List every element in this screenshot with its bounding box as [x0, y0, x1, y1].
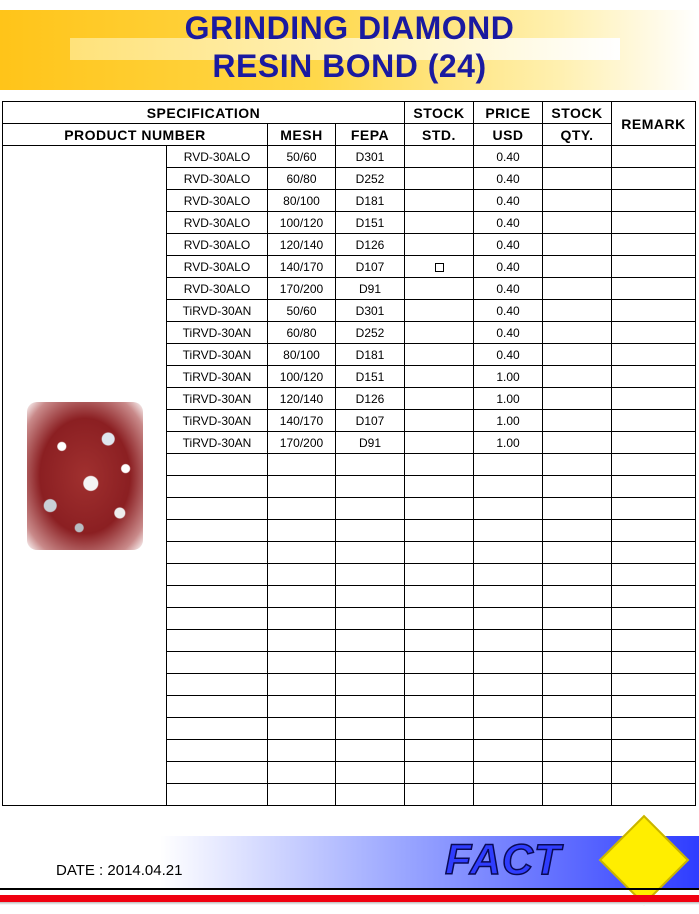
header-stock-qty-top: STOCK [543, 102, 612, 124]
cell-mesh: 120/140 [268, 234, 336, 256]
checkbox-icon [435, 263, 444, 272]
cell-mesh: 60/80 [268, 168, 336, 190]
cell-remark [612, 608, 696, 630]
cell-fepa [336, 608, 405, 630]
cell-product: RVD-30ALO [167, 256, 268, 278]
cell-product: TiRVD-30AN [167, 388, 268, 410]
cell-mesh [268, 476, 336, 498]
cell-mesh [268, 586, 336, 608]
specification-table [2, 101, 696, 806]
cell-product [167, 542, 268, 564]
cell-product [167, 520, 268, 542]
header-stock-std-top: STOCK [405, 102, 474, 124]
fact-logo: FACT [445, 836, 562, 884]
cell-stock-qty [543, 564, 612, 586]
cell-mesh [268, 762, 336, 784]
cell-stock-std [405, 630, 474, 652]
cell-product [167, 740, 268, 762]
cell-product: RVD-30ALO [167, 278, 268, 300]
cell-remark [612, 322, 696, 344]
cell-product: TiRVD-30AN [167, 410, 268, 432]
cell-price [474, 784, 543, 806]
cell-price: 1.00 [474, 388, 543, 410]
cell-product: TiRVD-30AN [167, 366, 268, 388]
cell-product: TiRVD-30AN [167, 300, 268, 322]
cell-fepa [336, 454, 405, 476]
cell-product [167, 696, 268, 718]
cell-price: 1.00 [474, 432, 543, 454]
cell-stock-std [405, 718, 474, 740]
cell-stock-std [405, 146, 474, 168]
cell-price [474, 564, 543, 586]
cell-product [167, 454, 268, 476]
cell-fepa: D91 [336, 432, 405, 454]
cell-fepa: D107 [336, 256, 405, 278]
cell-price: 0.40 [474, 300, 543, 322]
cell-mesh [268, 740, 336, 762]
cell-stock-qty [543, 278, 612, 300]
cell-mesh: 50/60 [268, 300, 336, 322]
cell-price [474, 696, 543, 718]
header-stock-std-bottom: STD. [405, 124, 474, 146]
cell-stock-qty [543, 344, 612, 366]
cell-product: RVD-30ALO [167, 146, 268, 168]
cell-mesh [268, 564, 336, 586]
cell-fepa [336, 498, 405, 520]
footer-red-shadow [0, 902, 699, 905]
cell-fepa: D301 [336, 146, 405, 168]
cell-product [167, 564, 268, 586]
cell-mesh: 100/120 [268, 212, 336, 234]
yellow-diamond-icon [599, 815, 690, 906]
cell-product [167, 586, 268, 608]
header-remark: REMARK [612, 102, 696, 146]
cell-price [474, 740, 543, 762]
cell-remark [612, 652, 696, 674]
cell-product [167, 630, 268, 652]
cell-remark [612, 366, 696, 388]
cell-product: TiRVD-30AN [167, 344, 268, 366]
cell-price: 0.40 [474, 168, 543, 190]
cell-fepa [336, 476, 405, 498]
cell-stock-qty [543, 498, 612, 520]
header-mesh: MESH [268, 124, 336, 146]
cell-fepa: D151 [336, 212, 405, 234]
cell-stock-qty [543, 762, 612, 784]
cell-stock-qty [543, 190, 612, 212]
cell-stock-std [405, 432, 474, 454]
cell-fepa: D181 [336, 344, 405, 366]
cell-stock-std [405, 168, 474, 190]
cell-product [167, 674, 268, 696]
cell-price: 0.40 [474, 234, 543, 256]
cell-remark [612, 542, 696, 564]
cell-stock-std [405, 674, 474, 696]
page-title-line2: RESIN BOND (24) [212, 48, 487, 84]
cell-price: 0.40 [474, 278, 543, 300]
cell-remark [612, 674, 696, 696]
cell-mesh [268, 454, 336, 476]
product-image-cell [3, 146, 167, 806]
cell-mesh [268, 696, 336, 718]
cell-stock-std [405, 322, 474, 344]
cell-stock-std [405, 696, 474, 718]
cell-fepa [336, 630, 405, 652]
cell-fepa: D151 [336, 366, 405, 388]
cell-price: 0.40 [474, 256, 543, 278]
cell-stock-std [405, 498, 474, 520]
cell-stock-std [405, 740, 474, 762]
cell-product [167, 498, 268, 520]
cell-remark [612, 344, 696, 366]
cell-fepa: D252 [336, 322, 405, 344]
cell-price [474, 542, 543, 564]
cell-fepa [336, 674, 405, 696]
cell-remark [612, 564, 696, 586]
header-stock-qty-bottom: QTY. [543, 124, 612, 146]
cell-price [474, 674, 543, 696]
cell-stock-std [405, 278, 474, 300]
cell-price: 1.00 [474, 410, 543, 432]
cell-stock-std [405, 520, 474, 542]
cell-remark [612, 190, 696, 212]
cell-price [474, 476, 543, 498]
cell-fepa [336, 718, 405, 740]
cell-product: TiRVD-30AN [167, 322, 268, 344]
cell-mesh [268, 630, 336, 652]
cell-fepa [336, 652, 405, 674]
cell-stock-qty [543, 608, 612, 630]
cell-stock-std [405, 212, 474, 234]
cell-mesh: 100/120 [268, 366, 336, 388]
cell-stock-std [405, 542, 474, 564]
cell-remark [612, 212, 696, 234]
cell-stock-qty [543, 322, 612, 344]
cell-price: 0.40 [474, 322, 543, 344]
cell-fepa [336, 520, 405, 542]
cell-stock-std [405, 388, 474, 410]
cell-price [474, 762, 543, 784]
diamond-grit-photo-icon [27, 402, 143, 550]
cell-fepa: D126 [336, 234, 405, 256]
cell-product: RVD-30ALO [167, 234, 268, 256]
cell-mesh: 170/200 [268, 432, 336, 454]
cell-mesh [268, 542, 336, 564]
cell-price [474, 498, 543, 520]
page-title-line1: GRINDING DIAMOND [184, 10, 515, 46]
cell-fepa [336, 740, 405, 762]
cell-stock-std [405, 234, 474, 256]
cell-price [474, 586, 543, 608]
cell-fepa [336, 762, 405, 784]
cell-remark [612, 740, 696, 762]
cell-stock-qty [543, 784, 612, 806]
cell-stock-qty [543, 696, 612, 718]
cell-product: TiRVD-30AN [167, 432, 268, 454]
cell-remark [612, 168, 696, 190]
cell-mesh: 80/100 [268, 190, 336, 212]
cell-mesh [268, 498, 336, 520]
cell-mesh: 60/80 [268, 322, 336, 344]
cell-remark [612, 762, 696, 784]
table-body [3, 146, 696, 806]
cell-product: RVD-30ALO [167, 212, 268, 234]
cell-remark [612, 432, 696, 454]
cell-product [167, 608, 268, 630]
cell-mesh: 170/200 [268, 278, 336, 300]
cell-product [167, 476, 268, 498]
cell-remark [612, 234, 696, 256]
cell-stock-std [405, 256, 474, 278]
cell-remark [612, 388, 696, 410]
cell-stock-qty [543, 652, 612, 674]
cell-stock-qty [543, 146, 612, 168]
cell-fepa [336, 564, 405, 586]
cell-fepa [336, 696, 405, 718]
cell-stock-std [405, 190, 474, 212]
cell-fepa: D107 [336, 410, 405, 432]
cell-remark [612, 454, 696, 476]
cell-mesh [268, 520, 336, 542]
cell-stock-qty [543, 630, 612, 652]
cell-price: 0.40 [474, 190, 543, 212]
cell-remark [612, 520, 696, 542]
cell-mesh [268, 652, 336, 674]
header-specification: SPECIFICATION [3, 102, 405, 124]
cell-fepa: D91 [336, 278, 405, 300]
cell-stock-qty [543, 740, 612, 762]
cell-product [167, 652, 268, 674]
cell-price: 0.40 [474, 344, 543, 366]
cell-product [167, 784, 268, 806]
cell-mesh [268, 718, 336, 740]
cell-mesh [268, 784, 336, 806]
cell-stock-std [405, 454, 474, 476]
cell-stock-std [405, 762, 474, 784]
cell-price: 0.40 [474, 146, 543, 168]
cell-price: 0.40 [474, 212, 543, 234]
cell-stock-qty [543, 410, 612, 432]
cell-fepa [336, 586, 405, 608]
cell-remark [612, 696, 696, 718]
footer-red-line [0, 895, 699, 902]
cell-fepa: D301 [336, 300, 405, 322]
cell-stock-qty [543, 432, 612, 454]
header-fepa: FEPA [336, 124, 405, 146]
cell-remark [612, 476, 696, 498]
cell-remark [612, 300, 696, 322]
cell-stock-std [405, 300, 474, 322]
cell-mesh: 50/60 [268, 146, 336, 168]
cell-price [474, 718, 543, 740]
cell-stock-qty [543, 542, 612, 564]
cell-stock-qty [543, 168, 612, 190]
cell-stock-qty [543, 454, 612, 476]
table-row [3, 146, 696, 168]
cell-stock-qty [543, 300, 612, 322]
cell-mesh [268, 608, 336, 630]
cell-stock-std [405, 652, 474, 674]
cell-stock-qty [543, 388, 612, 410]
cell-stock-std [405, 784, 474, 806]
cell-fepa: D126 [336, 388, 405, 410]
cell-remark [612, 718, 696, 740]
cell-remark [612, 498, 696, 520]
cell-price: 1.00 [474, 366, 543, 388]
cell-product [167, 718, 268, 740]
cell-mesh: 140/170 [268, 256, 336, 278]
cell-product: RVD-30ALO [167, 168, 268, 190]
cell-remark [612, 784, 696, 806]
cell-stock-qty [543, 476, 612, 498]
cell-stock-std [405, 344, 474, 366]
cell-remark [612, 410, 696, 432]
cell-price [474, 520, 543, 542]
cell-mesh [268, 674, 336, 696]
cell-remark [612, 146, 696, 168]
cell-stock-std [405, 586, 474, 608]
cell-remark [612, 278, 696, 300]
cell-stock-qty [543, 718, 612, 740]
cell-stock-qty [543, 234, 612, 256]
header-price-bottom: USD [474, 124, 543, 146]
cell-mesh: 140/170 [268, 410, 336, 432]
cell-stock-qty [543, 586, 612, 608]
cell-mesh: 120/140 [268, 388, 336, 410]
footer-date: DATE : 2014.04.21 [56, 862, 183, 879]
cell-remark [612, 630, 696, 652]
cell-stock-std [405, 476, 474, 498]
cell-product: RVD-30ALO [167, 190, 268, 212]
cell-price [474, 652, 543, 674]
cell-stock-qty [543, 520, 612, 542]
cell-stock-qty [543, 674, 612, 696]
cell-product [167, 762, 268, 784]
header-price-top: PRICE [474, 102, 543, 124]
cell-remark [612, 586, 696, 608]
cell-fepa: D181 [336, 190, 405, 212]
cell-stock-qty [543, 256, 612, 278]
cell-price [474, 454, 543, 476]
cell-price [474, 608, 543, 630]
cell-stock-qty [543, 212, 612, 234]
cell-fepa [336, 542, 405, 564]
cell-stock-std [405, 410, 474, 432]
cell-stock-std [405, 366, 474, 388]
footer-divider [0, 888, 699, 890]
cell-mesh: 80/100 [268, 344, 336, 366]
cell-remark [612, 256, 696, 278]
cell-stock-std [405, 608, 474, 630]
header-product-number: PRODUCT NUMBER [3, 124, 268, 146]
cell-price [474, 630, 543, 652]
cell-stock-qty [543, 366, 612, 388]
cell-fepa [336, 784, 405, 806]
cell-fepa: D252 [336, 168, 405, 190]
cell-stock-std [405, 564, 474, 586]
